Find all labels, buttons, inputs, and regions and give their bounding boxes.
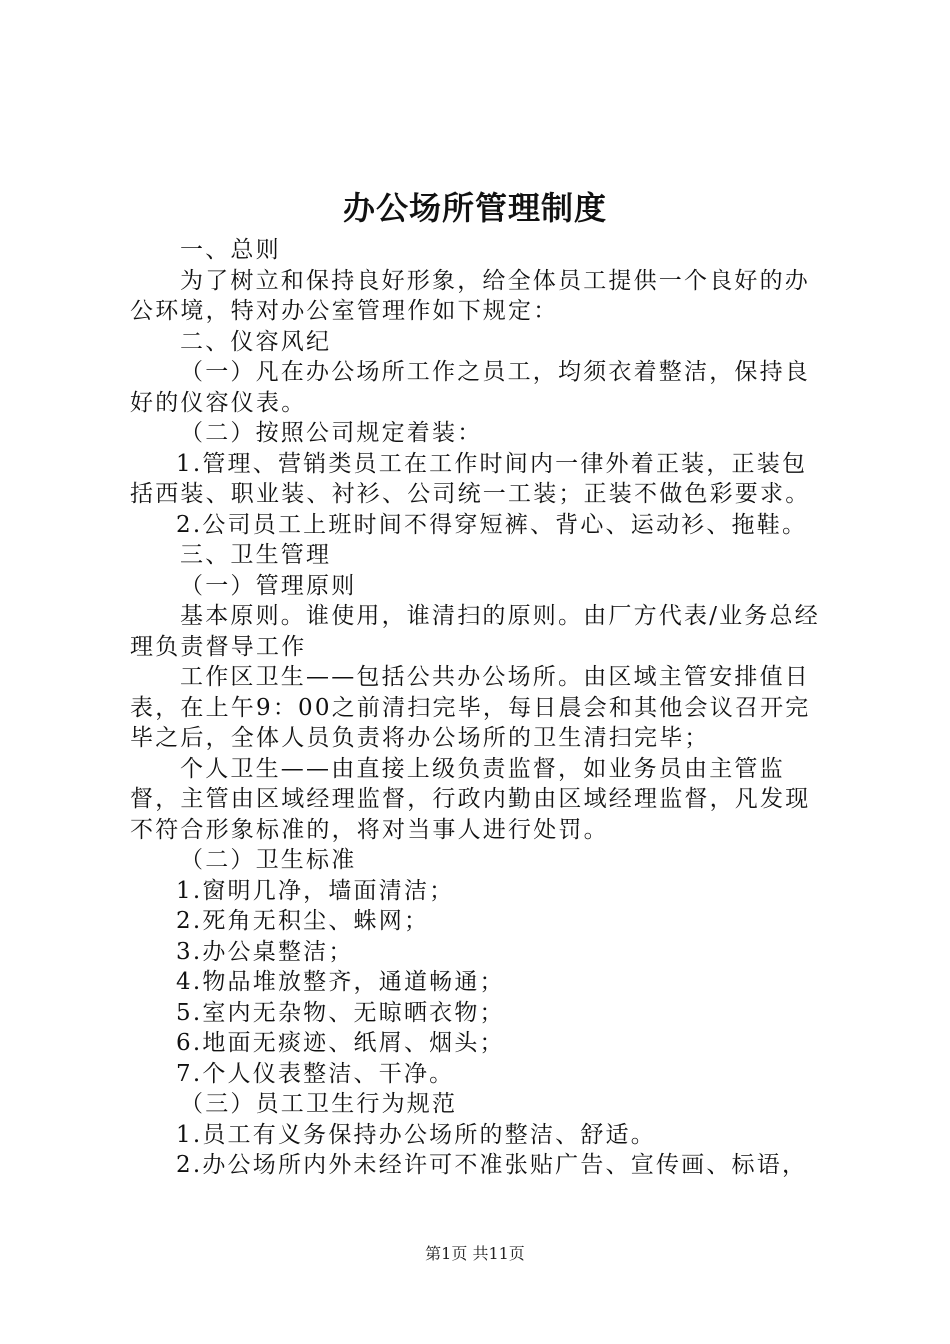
body-paragraph: 个人卫生——由直接上级负责监督，如业务员由主管监督，主管由区域经理监督，行政内勤由区域经理监督，凡发现不符合形象标准的，将对当事人进行处罚。 (130, 755, 811, 843)
page-number-footer: 第1页 共11页 (425, 1244, 525, 1263)
list-item: 1.管理、营销类员工在工作时间内一律外着正装，正装包括西装、职业装、衬衫、公司统一工装；正装不做色彩要求。 (130, 450, 811, 507)
document-title: 办公场所管理制度 (342, 189, 607, 227)
list-item: 3.办公桌整洁； (176, 938, 354, 965)
subsection-heading: （二）卫生标准 (180, 847, 357, 873)
section-heading: 二、仪容风纪 (180, 328, 332, 355)
list-item: 5.室内无杂物、无晾晒衣物； (176, 999, 505, 1026)
subsection-heading: （一）管理原则 (180, 572, 357, 599)
subsection-heading: （三）员工卫生行为规范 (180, 1091, 458, 1117)
list-item: 7.个人仪表整洁、干净。 (176, 1060, 455, 1087)
list-item: 2.公司员工上班时间不得穿短裤、背心、运动衫、拖鞋。 (176, 511, 808, 538)
section-heading: 一、总则 (180, 237, 281, 263)
subsection-heading: （二）按照公司规定着装： (180, 420, 483, 446)
body-paragraph: 工作区卫生——包括公共办公场所。由区域主管安排值日表，在上午9：00之前清扫完毕，每日晨会和其他会议召开完毕之后，全体人员负责将办公场所的卫生清扫完毕； (130, 664, 811, 751)
section-heading: 三、卫生管理 (180, 542, 332, 568)
body-paragraph: 为了树立和保持良好形象，给全体员工提供一个良好的办公环境，特对办公室管理作如下规定： (130, 267, 810, 324)
list-item: 1.员工有义务保持办公场所的整洁、舒适。 (176, 1121, 656, 1148)
list-item: 4.物品堆放整齐，通道畅通； (176, 969, 505, 995)
list-item: 6.地面无痰迹、纸屑、烟头； (176, 1030, 505, 1056)
document-body (130, 235, 830, 1181)
list-item: 2.死角无积尘、蛛网； (176, 908, 430, 934)
list-item: 1.窗明几净，墙面清洁； (176, 877, 455, 904)
body-paragraph: （一）凡在办公场所工作之员工，均须衣着整洁，保持良好的仪容仪表。 (130, 359, 810, 416)
list-item: 2.办公场所内外未经许可不准张贴广告、宣传画、标语， (176, 1152, 808, 1178)
body-paragraph: 基本原则。谁使用，谁清扫的原则。由厂方代表/业务总经理负责督导工作 (130, 603, 820, 660)
